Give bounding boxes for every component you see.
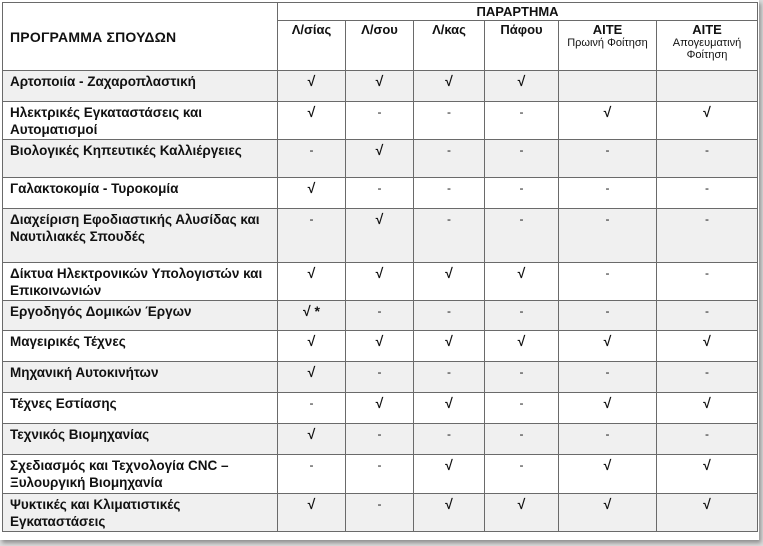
program-name: Δίκτυα Ηλεκτρονικών Υπολογιστών και Επικοινωνιών bbox=[3, 263, 278, 301]
offered-mark: √ bbox=[346, 140, 414, 178]
offered-mark: √ bbox=[414, 393, 485, 424]
not-offered-mark: - bbox=[657, 424, 758, 455]
not-offered-mark: - bbox=[657, 209, 758, 263]
offered-mark: √ bbox=[559, 393, 657, 424]
not-offered-mark: - bbox=[346, 102, 414, 140]
program-name: Βιολογικές Κηπευτικές Καλλιέργειες bbox=[3, 140, 278, 178]
empty-cell bbox=[559, 71, 657, 102]
offered-mark: √ bbox=[278, 263, 346, 301]
offered-mark: √ bbox=[278, 424, 346, 455]
offered-mark: √ bbox=[278, 362, 346, 393]
offered-mark: √ bbox=[346, 393, 414, 424]
not-offered-mark: - bbox=[346, 455, 414, 494]
not-offered-mark: - bbox=[278, 140, 346, 178]
not-offered-mark: - bbox=[657, 263, 758, 301]
not-offered-mark: - bbox=[485, 393, 559, 424]
not-offered-mark: - bbox=[414, 102, 485, 140]
not-offered-mark: - bbox=[485, 209, 559, 263]
table-row bbox=[3, 178, 758, 209]
offered-mark: √ bbox=[657, 102, 758, 140]
not-offered-mark: - bbox=[657, 140, 758, 178]
empty-cell bbox=[657, 71, 758, 102]
program-name: Μηχανική Αυτοκινήτων bbox=[3, 362, 278, 393]
column-sublabel: Απογευματινή Φοίτηση bbox=[672, 37, 742, 61]
not-offered-mark: - bbox=[346, 424, 414, 455]
table-row bbox=[3, 140, 758, 178]
not-offered-mark: - bbox=[485, 178, 559, 209]
program-name: Ηλεκτρικές Εγκαταστάσεις και Αυτοματισμοί bbox=[3, 102, 278, 140]
not-offered-mark: - bbox=[278, 209, 346, 263]
table-row bbox=[3, 362, 758, 393]
not-offered-mark: - bbox=[657, 178, 758, 209]
offered-mark: √ bbox=[346, 209, 414, 263]
not-offered-mark: - bbox=[346, 301, 414, 331]
not-offered-mark: - bbox=[278, 455, 346, 494]
not-offered-mark: - bbox=[559, 209, 657, 263]
column-header-aite-afternoon bbox=[657, 21, 758, 71]
offered-mark: √ bbox=[559, 455, 657, 494]
program-name: Μαγειρικές Τέχνες bbox=[3, 331, 278, 362]
program-name: Εργοδηγός Δομικών Έργων bbox=[3, 301, 278, 331]
not-offered-mark: - bbox=[414, 362, 485, 393]
offered-mark: √ bbox=[657, 393, 758, 424]
not-offered-mark: - bbox=[485, 362, 559, 393]
program-name: Ψυκτικές και Κλιματιστικές Εγκαταστάσεις bbox=[3, 494, 278, 532]
offered-mark: √ bbox=[559, 331, 657, 362]
not-offered-mark: - bbox=[657, 301, 758, 331]
not-offered-mark: - bbox=[559, 362, 657, 393]
offered-mark: √ bbox=[278, 178, 346, 209]
table-row bbox=[3, 301, 758, 331]
offered-mark: √ bbox=[414, 494, 485, 532]
program-name: Διαχείριση Εφοδιαστικής Αλυσίδας και Ναυτιλιακές Σπουδές bbox=[3, 209, 278, 263]
program-name: Σχεδιασμός και Τεχνολογία CNC – Ξυλουργική Βιομηχανία bbox=[3, 455, 278, 494]
not-offered-mark: - bbox=[485, 424, 559, 455]
not-offered-mark: - bbox=[559, 263, 657, 301]
not-offered-mark: - bbox=[414, 209, 485, 263]
not-offered-mark: - bbox=[346, 178, 414, 209]
program-name: Τέχνες Εστίασης bbox=[3, 393, 278, 424]
not-offered-mark: - bbox=[485, 301, 559, 331]
not-offered-mark: - bbox=[278, 393, 346, 424]
table-row bbox=[3, 71, 758, 102]
column-label: Πάφου bbox=[500, 22, 543, 37]
offered-mark: √ bbox=[485, 494, 559, 532]
offered-mark: √ bbox=[346, 71, 414, 102]
table-row bbox=[3, 424, 758, 455]
column-label: Λ/σου bbox=[361, 22, 398, 37]
offered-mark: √ bbox=[278, 71, 346, 102]
offered-mark: √ bbox=[657, 494, 758, 532]
offered-mark: √ bbox=[414, 263, 485, 301]
column-label: ΑΙΤΕ bbox=[692, 22, 722, 37]
not-offered-mark: - bbox=[657, 362, 758, 393]
column-header-lefkosia bbox=[278, 21, 346, 71]
not-offered-mark: - bbox=[485, 455, 559, 494]
column-label: Λ/σίας bbox=[291, 22, 332, 37]
study-programs-table bbox=[2, 2, 758, 532]
offered-mark: √ bbox=[278, 102, 346, 140]
table-row bbox=[3, 455, 758, 494]
not-offered-mark: - bbox=[559, 140, 657, 178]
not-offered-mark: - bbox=[414, 424, 485, 455]
offered-mark: √ bbox=[278, 331, 346, 362]
table-title: ΠΡΟΓΡΑΜΜΑ ΣΠΟΥΔΩΝ bbox=[3, 3, 278, 71]
offered-mark: √ bbox=[485, 71, 559, 102]
not-offered-mark: - bbox=[414, 178, 485, 209]
not-offered-mark: - bbox=[414, 301, 485, 331]
not-offered-mark: - bbox=[414, 140, 485, 178]
not-offered-mark: - bbox=[346, 494, 414, 532]
table-row bbox=[3, 331, 758, 362]
not-offered-mark: - bbox=[485, 102, 559, 140]
not-offered-mark: - bbox=[559, 178, 657, 209]
not-offered-mark: - bbox=[559, 301, 657, 331]
offered-mark: √ bbox=[559, 102, 657, 140]
table-row bbox=[3, 263, 758, 301]
offered-mark: √ * bbox=[278, 301, 346, 331]
offered-mark: √ bbox=[414, 455, 485, 494]
table-row bbox=[3, 393, 758, 424]
offered-mark: √ bbox=[657, 331, 758, 362]
not-offered-mark: - bbox=[346, 362, 414, 393]
column-header-larnaka bbox=[414, 21, 485, 71]
offered-mark: √ bbox=[346, 331, 414, 362]
offered-mark: √ bbox=[559, 494, 657, 532]
offered-mark: √ bbox=[346, 263, 414, 301]
program-name: Τεχνικός Βιομηχανίας bbox=[3, 424, 278, 455]
offered-mark: √ bbox=[657, 455, 758, 494]
group-header: ΠΑΡΑΡΤΗΜΑ bbox=[278, 3, 758, 21]
not-offered-mark: - bbox=[559, 424, 657, 455]
offered-mark: √ bbox=[414, 331, 485, 362]
offered-mark: √ bbox=[414, 71, 485, 102]
offered-mark: √ bbox=[278, 494, 346, 532]
column-label: ΑΙΤΕ bbox=[592, 22, 623, 37]
table-row bbox=[3, 102, 758, 140]
column-label: Λ/κας bbox=[432, 22, 466, 37]
offered-mark: √ bbox=[485, 263, 559, 301]
program-name: Γαλακτοκομία - Τυροκομία bbox=[3, 178, 278, 209]
table-row bbox=[3, 209, 758, 263]
column-header-aite-morning bbox=[559, 21, 657, 71]
column-sublabel: Πρωινή Φοίτηση bbox=[567, 37, 648, 49]
column-header-lemesos bbox=[346, 21, 414, 71]
offered-mark: √ bbox=[485, 331, 559, 362]
program-name: Αρτοποιία - Ζαχαροπλαστική bbox=[3, 71, 278, 102]
table-row bbox=[3, 494, 758, 532]
not-offered-mark: - bbox=[485, 140, 559, 178]
column-header-pafos bbox=[485, 21, 559, 71]
